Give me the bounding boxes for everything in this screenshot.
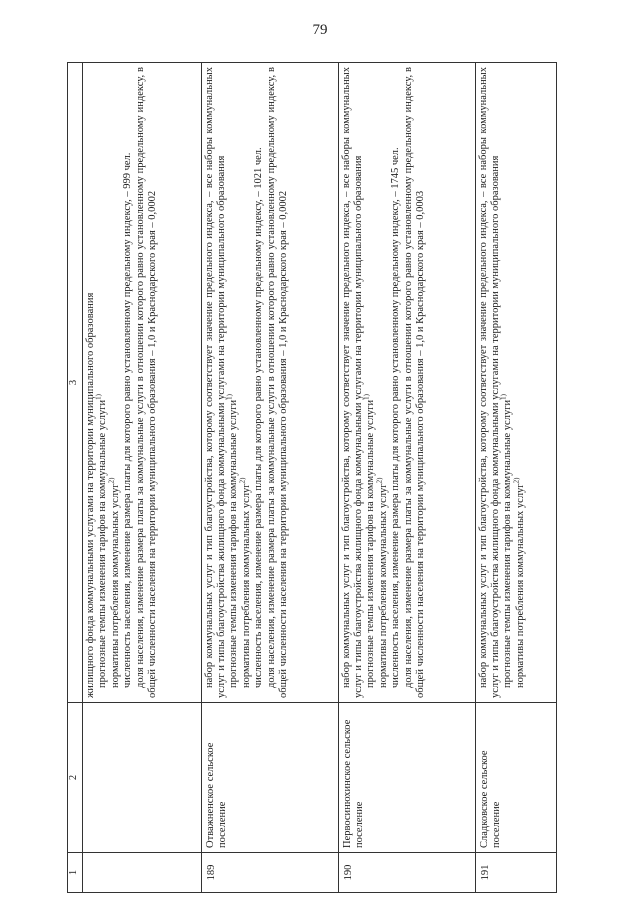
- description-text: доля населения, изменение размера платы за коммунальные услуги в отношении которого равно установленному предельному индексу, в общей численности населения на территории муниципального образования – 1,0 и Краснодарского края – 0,0003: [402, 67, 426, 698]
- description-text: численность населения, изменение размера платы для которого равно установленному предельному индексу, – 1021 чел.: [253, 147, 265, 688]
- description-text: нормативы потребления коммунальных услуг: [109, 483, 121, 688]
- description-line: [512, 67, 527, 698]
- description-text: прогнозные темпы изменения тарифов на коммунальные услуги: [97, 399, 109, 688]
- description-text: набор коммунальных услуг и тип благоустройства, которому соответствует значение предельного индекса, – все наборы коммунальных услуг и типы благоустройства жилищного фонда коммунальными услугами на территории муниципального образования: [340, 67, 364, 698]
- table-row: [475, 63, 557, 893]
- description-line: [253, 67, 265, 698]
- description-line: [238, 67, 253, 698]
- footnote-marker: 1): [499, 394, 508, 400]
- table-row: [338, 63, 475, 893]
- description-cell: [475, 63, 557, 703]
- description-text: жилищного фонда коммунальными услугами на территории муниципального образования: [85, 292, 96, 698]
- description-text: набор коммунальных услуг и тип благоустройства, которому соответствует значение предельного индекса, – все наборы коммунальных услуг и типы благоустройства жилищного фонда коммунальными услугами на территории муниципального образования: [477, 67, 501, 698]
- description-line: [107, 67, 122, 698]
- description-cell: [338, 63, 475, 703]
- rotated-table-wrapper: [67, 63, 557, 893]
- description-line: [478, 67, 503, 698]
- row-number-cell: 189: [201, 853, 338, 893]
- description-line: [362, 67, 377, 698]
- description-text: прогнозные темпы изменения тарифов на коммунальные услуги: [228, 399, 240, 688]
- description-line: [375, 67, 390, 698]
- column-header-1: 1: [68, 853, 83, 893]
- description-cell: [201, 63, 338, 703]
- description-line: [403, 67, 428, 698]
- footnote-marker: 1): [94, 394, 103, 400]
- footnote-marker: 2): [107, 477, 116, 484]
- description-text: численность населения, изменение размера платы для которого равно установленному предельному индексу, – 1745 чел.: [390, 147, 402, 688]
- municipality-name-cell: Отважненское сельское поселение: [201, 703, 338, 853]
- municipal-index-table: [67, 62, 557, 893]
- description-cell: [83, 63, 202, 703]
- description-line: [204, 67, 229, 698]
- description-text: доля населения, изменение размера платы за коммунальные услуги в отношении которого равно установленному предельному индексу, в общей численности населения на территории муниципального образования – 1,0 и Краснодарского края – 0,0002: [265, 67, 289, 698]
- table-header: [68, 63, 83, 893]
- footnote-marker: 2): [512, 477, 521, 484]
- description-text: численность населения, изменение размера платы для которого равно установленному предельному индексу, – 999 чел.: [122, 152, 134, 688]
- description-text: нормативы потребления коммунальных услуг: [377, 483, 389, 688]
- description-text: прогнозные темпы изменения тарифов на коммунальные услуги: [502, 399, 514, 688]
- municipality-name-cell: [83, 703, 202, 853]
- footnote-marker: 2): [238, 477, 247, 484]
- column-header-2: 2: [68, 703, 83, 853]
- description-line: [225, 67, 240, 698]
- description-text: прогнозные темпы изменения тарифов на коммунальные услуги: [365, 399, 377, 688]
- description-text: нормативы потребления коммунальных услуг: [514, 483, 526, 688]
- page-number: 79: [312, 22, 328, 38]
- footnote-marker: 1): [362, 394, 371, 400]
- description-text: набор коммунальных услуг и тип благоустройства, которому соответствует значение предельного индекса, – все наборы коммунальных услуг и типы благоустройства жилищного фонда коммунальными услугами на территории муниципального образования: [203, 67, 227, 698]
- description-line: [499, 67, 514, 698]
- description-line: [135, 67, 160, 698]
- description-line: [94, 67, 109, 698]
- description-line: [341, 67, 366, 698]
- description-text: нормативы потребления коммунальных услуг: [240, 483, 252, 688]
- description-line: [266, 67, 291, 698]
- description-line: [390, 67, 402, 698]
- table-row: [201, 63, 338, 893]
- footnote-marker: 1): [225, 394, 234, 400]
- municipality-name-cell: Сладковское сельское поселение: [475, 703, 557, 853]
- row-number-cell: [83, 853, 202, 893]
- description-line: [85, 67, 97, 698]
- municipality-name-cell: Первосинюхинское сельское поселение: [338, 703, 475, 853]
- description-text: доля населения, изменение размера платы за коммунальные услуги в отношении которого равно установленному предельному индексу, в общей численности населения на территории муниципального образования – 1,0 и Краснодарского края – 0,0002: [134, 67, 159, 698]
- row-number-cell: 191: [475, 853, 557, 893]
- table-row-continuation: [83, 63, 202, 893]
- column-header-3: 3: [68, 63, 83, 703]
- row-number-cell: 190: [338, 853, 475, 893]
- description-line: [122, 67, 134, 698]
- footnote-marker: 2): [375, 477, 384, 484]
